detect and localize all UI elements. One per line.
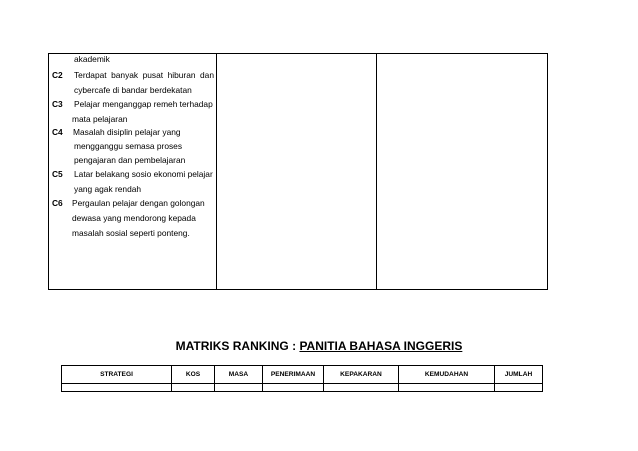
column-header-kos: KOS xyxy=(172,366,215,384)
matrix-title-panitia: PANITIA BAHASA INGGERIS xyxy=(299,339,463,353)
problem-code: C2 xyxy=(52,70,63,80)
column-header-penerimaan: PENERIMAAN xyxy=(263,366,324,384)
table-cell xyxy=(324,384,399,392)
problem-line: mata pelajaran xyxy=(72,114,128,124)
problem-line: akademik xyxy=(74,54,110,64)
column-header-jumlah: JUMLAH xyxy=(495,366,543,384)
problem-line: pengajaran dan pembelajaran xyxy=(74,155,186,165)
ranking-matrix-table xyxy=(61,365,543,392)
column-divider xyxy=(376,54,377,289)
problem-line: Masalah disiplin pelajar yang xyxy=(73,127,181,137)
column-header-strategi: STRATEGI xyxy=(62,366,172,384)
problem-line: mengganggu semasa proses xyxy=(74,141,183,151)
problem-line: Pelajar menganggap remeh terhadap xyxy=(74,99,213,109)
problem-code: C6 xyxy=(52,198,63,208)
column-header-masa: MASA xyxy=(215,366,263,384)
table-cell xyxy=(263,384,324,392)
table-cell xyxy=(172,384,215,392)
column-header-kemudahan: KEMUDAHAN xyxy=(399,366,495,384)
matrix-title xyxy=(0,339,638,353)
column-header-kepakaran: KEPAKARAN xyxy=(324,366,399,384)
problem-code: C5 xyxy=(52,169,63,179)
problem-line: Latar belakang sosio ekonomi pelajar xyxy=(74,169,213,179)
table-cell xyxy=(399,384,495,392)
table-cell xyxy=(495,384,543,392)
problem-line: cybercafe di bandar berdekatan xyxy=(74,85,192,95)
problem-line: dewasa yang mendorong kepada xyxy=(72,213,196,223)
problem-line: Pergaulan pelajar dengan golongan xyxy=(72,198,205,208)
problem-table xyxy=(48,53,548,290)
problem-code: C4 xyxy=(52,127,63,137)
column-divider xyxy=(216,54,217,289)
table-header-row xyxy=(62,366,543,384)
problem-line: masalah sosial seperti ponteng. xyxy=(72,228,190,238)
problem-line: Terdapat banyak pusat hiburan dan xyxy=(74,70,214,80)
matrix-title-prefix: MATRIKS RANKING : xyxy=(175,339,297,353)
table-cell xyxy=(62,384,172,392)
problem-code: C3 xyxy=(52,99,63,109)
table-row xyxy=(62,384,543,392)
problem-line: yang agak rendah xyxy=(74,184,142,194)
table-cell xyxy=(215,384,263,392)
